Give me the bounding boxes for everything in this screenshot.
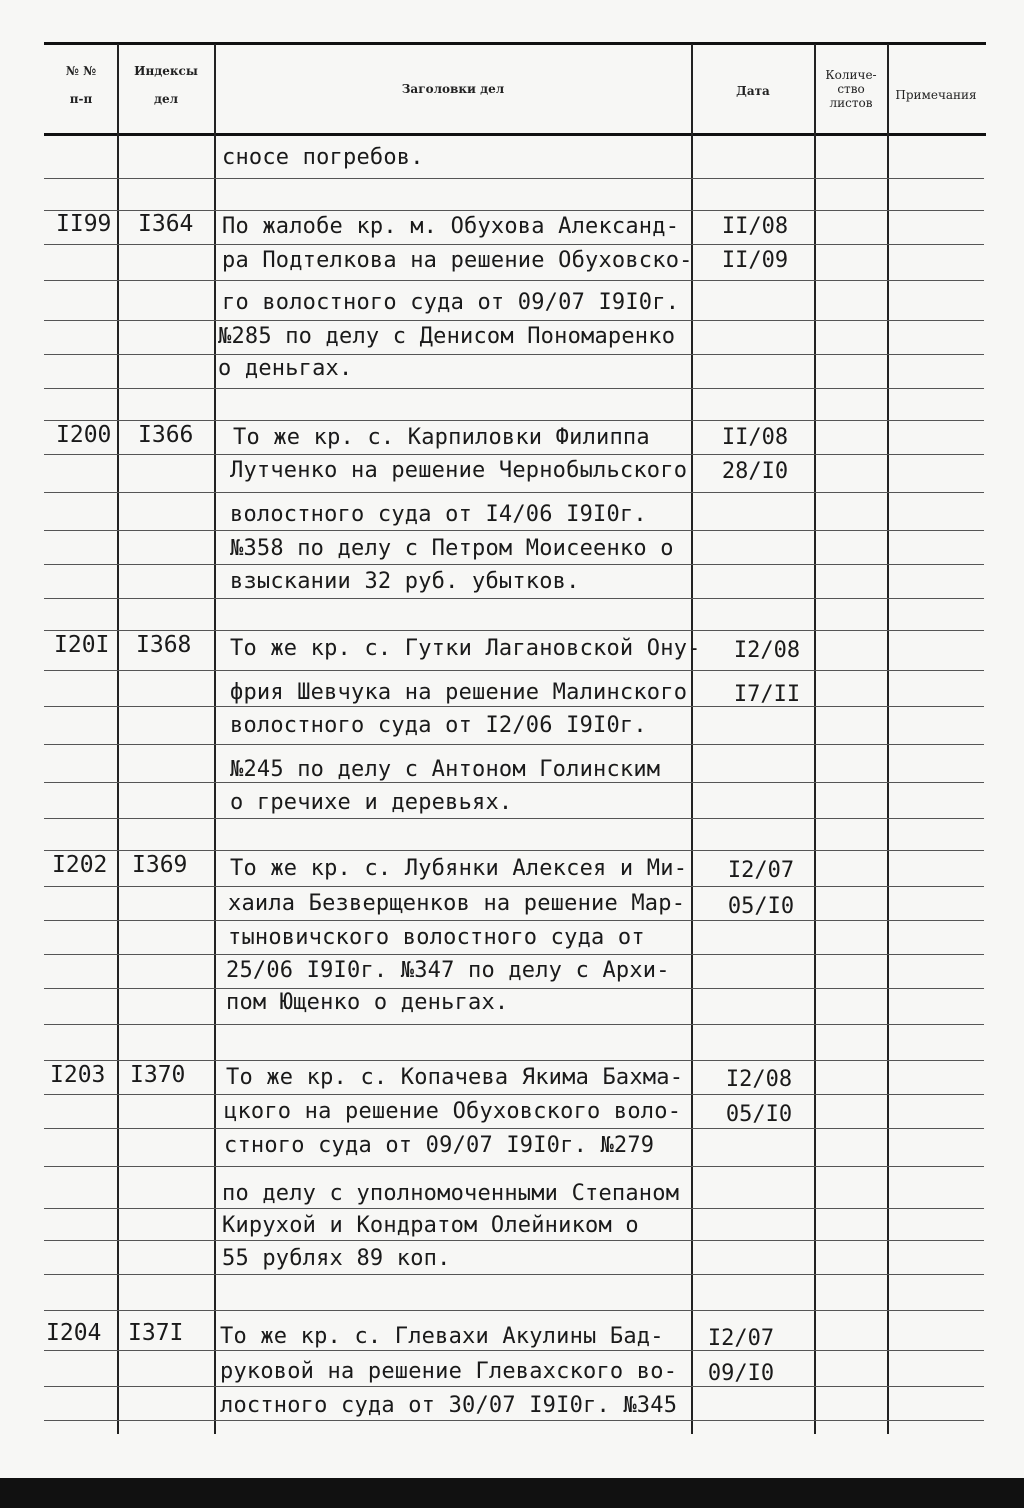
col-divider-1 [117, 44, 119, 1434]
record-date: 28/I0 [721, 459, 789, 484]
ruled-line [44, 492, 984, 493]
record-title-line: хаила Безверщенков на решение Мар- [228, 891, 686, 916]
record-num: I20I [54, 632, 110, 658]
ruled-line [44, 1128, 984, 1129]
record-title-line: 55 рублях 89 коп. [222, 1246, 451, 1271]
record-title-line: волостного суда от I2/06 I9I0г. [230, 713, 647, 738]
record-date: I2/07 [707, 1326, 775, 1351]
record-title-line: То же кр. с. Глевахи Акулины Бад- [220, 1324, 664, 1349]
record-title-line: о гречихе и деревьях. [230, 790, 513, 815]
record-title-line: №358 по делу с Петром Моисеенко о [230, 536, 674, 561]
record-title-line: ра Подтелкова на решение Обуховско- [222, 248, 693, 273]
record-index: I37I [128, 1320, 184, 1346]
ruled-line [44, 280, 984, 281]
record-index: I369 [132, 852, 188, 878]
ruled-line [44, 388, 984, 389]
col-divider-5 [887, 44, 889, 1434]
record-title-line: То же кр. с. Карпиловки Филиппа [233, 425, 650, 450]
ruled-line [44, 1420, 984, 1421]
ruled-line [44, 244, 984, 245]
record-date: I2/07 [727, 858, 795, 883]
ruled-line [44, 354, 984, 355]
record-title-line: 25/06 I9I0г. №347 по делу с Архи- [226, 958, 670, 983]
ruled-line [44, 1094, 984, 1095]
ruled-line [44, 818, 984, 819]
record-date: II/09 [721, 248, 789, 273]
record-date: 05/I0 [727, 894, 795, 919]
col-divider-2 [214, 44, 216, 1434]
ruled-line [44, 1060, 984, 1061]
record-date: 05/I0 [725, 1102, 793, 1127]
ruled-line [44, 1274, 984, 1275]
record-title-line: взыскании 32 руб. убытков. [230, 569, 580, 594]
record-title-line: о деньгах. [218, 356, 353, 381]
record-title-line: цкого на решение Обуховского воло- [224, 1099, 682, 1124]
record-date: II/08 [721, 425, 789, 450]
ruled-line [44, 1386, 984, 1387]
record-date: 09/I0 [707, 1361, 775, 1386]
record-index: I364 [138, 211, 194, 237]
ruled-line [44, 630, 984, 631]
ruled-line [44, 454, 984, 455]
continuation-text: сносе погребов. [222, 145, 424, 170]
top-rule [44, 42, 986, 45]
record-title-line: №245 по делу с Антоном Голинским [230, 757, 661, 782]
ruled-line [44, 670, 984, 671]
record-date: I7/II [733, 682, 801, 707]
record-date: II/08 [721, 214, 789, 239]
record-index: I370 [130, 1062, 186, 1088]
header-sheets: Количе- ство листов [825, 68, 877, 110]
ruled-line [44, 988, 984, 989]
record-title-line: Кирухой и Кондратом Олейником о [222, 1213, 639, 1238]
record-title-line: По жалобе кр. м. Обухова Александ- [222, 214, 680, 239]
record-title-line: Лутченко на решение Чернобыльского [230, 458, 688, 483]
ruled-line [44, 564, 984, 565]
record-num: I204 [46, 1320, 102, 1346]
ruled-line [44, 598, 984, 599]
ruled-line [44, 178, 984, 179]
record-title-line: волостного суда от I4/06 I9I0г. [230, 502, 647, 527]
record-title-line: руковой на решение Глевахского во- [220, 1359, 678, 1384]
record-title-line: №285 по делу с Денисом Пономаренко [218, 324, 676, 349]
ruled-line [44, 1024, 984, 1025]
record-date: I2/08 [725, 1067, 793, 1092]
ruled-line [44, 850, 984, 851]
record-date: I2/08 [733, 638, 801, 663]
record-title-line: То же кр. с. Гутки Лагановской Ону- [230, 636, 701, 661]
ruled-line [44, 744, 984, 745]
ruled-line [44, 954, 984, 955]
ruled-line [44, 706, 984, 707]
header-rule [44, 133, 986, 136]
record-num: I202 [52, 852, 108, 878]
ruled-line [44, 920, 984, 921]
record-title-line: фрия Шевчука на решение Малинского [230, 680, 688, 705]
ruled-line [44, 1166, 984, 1167]
header-index: Индексы дел [134, 64, 198, 106]
record-index: I368 [136, 632, 192, 658]
record-num: II99 [56, 211, 112, 237]
record-title-line: пом Ющенко о деньгах. [226, 990, 509, 1015]
ruled-line [44, 320, 984, 321]
header-date: Дата [736, 84, 770, 98]
scan-bottom-edge [0, 1478, 1024, 1508]
record-num: I200 [56, 422, 112, 448]
record-index: I366 [138, 422, 194, 448]
record-title-line: То же кр. с. Копачева Якима Бахма- [226, 1065, 684, 1090]
record-title-line: То же кр. с. Лубянки Алексея и Ми- [230, 856, 688, 881]
header-num: № № п-п [65, 64, 97, 106]
record-title-line: тыновичского волостного суда от [228, 925, 645, 950]
col-divider-4 [814, 44, 816, 1434]
ruled-line [44, 1208, 984, 1209]
ruled-line [44, 420, 984, 421]
ruled-line [44, 1310, 984, 1311]
header-notes: Примечания [895, 88, 977, 102]
ruled-line [44, 1350, 984, 1351]
record-title-line: лостного суда от 30/07 I9I0г. №345 [220, 1393, 678, 1418]
record-title-line: го волостного суда от 09/07 I9I0г. [222, 290, 680, 315]
header-title: Заголовки дел [401, 82, 505, 96]
ruled-line [44, 530, 984, 531]
record-title-line: стного суда от 09/07 I9I0г. №279 [224, 1133, 655, 1158]
record-num: I203 [50, 1062, 106, 1088]
record-title-line: по делу с уполномоченными Степаном [222, 1181, 680, 1206]
ruled-line [44, 886, 984, 887]
ruled-line [44, 1240, 984, 1241]
